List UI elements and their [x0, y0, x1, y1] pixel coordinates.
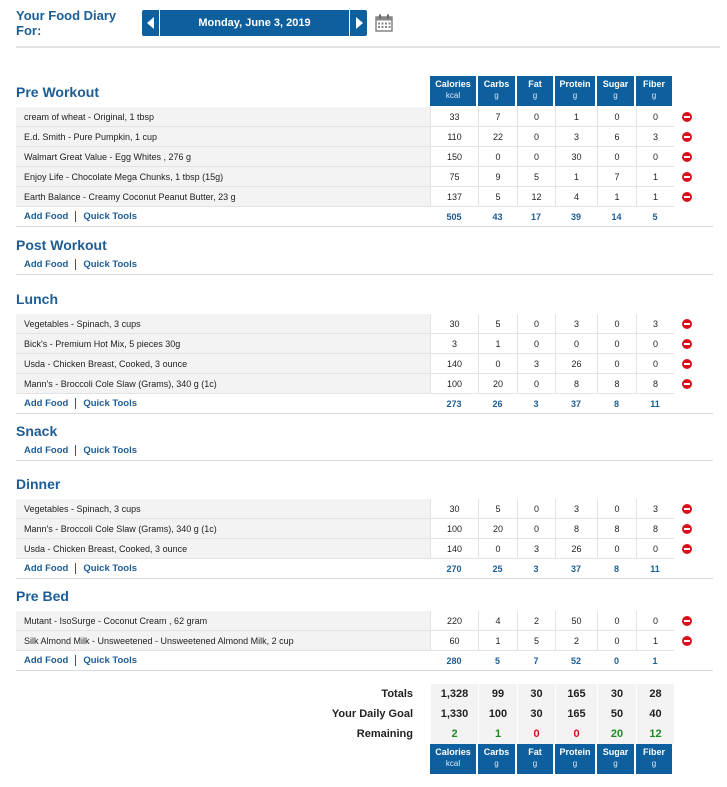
summary-protein: 165 — [555, 704, 597, 724]
food-carbs: 7 — [478, 107, 517, 127]
meal-title-dinner: Dinner — [16, 476, 61, 492]
column-header-carbs — [478, 744, 517, 774]
meal-total-calories: 280 — [446, 655, 462, 666]
quick-tools-link[interactable]: Quick Tools — [83, 563, 137, 574]
column-header-fiber — [636, 76, 674, 106]
food-protein: 2 — [555, 631, 597, 651]
food-name[interactable]: Vegetables - Spinach, 3 cups — [16, 499, 430, 519]
food-fiber: 3 — [636, 314, 674, 334]
summary-fat: 30 — [517, 704, 555, 724]
link-separator — [75, 398, 76, 409]
food-sugar: 0 — [597, 354, 636, 374]
food-calories: 75 — [430, 167, 478, 187]
column-header-calories — [430, 744, 478, 774]
add-food-link[interactable]: Add Food — [24, 445, 69, 456]
meal-title-post-workout: Post Workout — [16, 237, 107, 253]
food-name[interactable]: Usda - Chicken Breast, Cooked, 3 ounce — [16, 539, 430, 559]
meal-title-pre-bed: Pre Bed — [16, 588, 69, 604]
food-sugar: 0 — [597, 147, 636, 167]
column-header-unit: g — [572, 759, 578, 768]
summary-protein: 0 — [555, 724, 597, 744]
food-row — [16, 499, 727, 519]
food-name[interactable]: Vegetables - Spinach, 3 cups — [16, 314, 430, 334]
food-sugar: 0 — [597, 631, 636, 651]
summary-row-remaining — [16, 724, 674, 744]
food-row — [16, 314, 727, 334]
food-name[interactable]: Mutant - IsoSurge - Coconut Cream , 62 gram — [16, 611, 430, 631]
food-fat: 0 — [517, 107, 555, 127]
food-fat: 3 — [517, 354, 555, 374]
remove-icon — [682, 504, 692, 514]
add-food-link[interactable]: Add Food — [24, 259, 69, 270]
column-header-name: Fiber — [642, 747, 665, 757]
meal-links — [16, 655, 430, 666]
remove-icon — [682, 112, 692, 122]
quick-tools-link[interactable]: Quick Tools — [83, 445, 137, 456]
delete-food-button[interactable] — [674, 107, 700, 127]
column-header-protein — [555, 744, 597, 774]
delete-food-button[interactable] — [674, 611, 700, 631]
meal-actions-snack — [16, 441, 713, 461]
add-food-link[interactable]: Add Food — [24, 211, 69, 222]
column-header-name: Fiber — [642, 79, 665, 89]
food-protein: 1 — [555, 167, 597, 187]
remove-icon — [682, 616, 692, 626]
food-protein: 8 — [555, 374, 597, 394]
date-navigator — [142, 10, 367, 36]
food-calories: 100 — [430, 374, 478, 394]
food-name[interactable]: Bick's - Premium Hot Mix, 5 pieces 30g — [16, 334, 430, 354]
food-row — [16, 187, 727, 207]
food-calories: 30 — [430, 499, 478, 519]
column-header-unit: g — [532, 759, 538, 768]
column-header-fat — [517, 744, 555, 774]
food-fiber: 1 — [636, 187, 674, 207]
food-row — [16, 334, 727, 354]
meal-total-sugar: 8 — [613, 398, 619, 409]
meal-total-calories: 270 — [446, 563, 462, 574]
food-fat: 0 — [517, 147, 555, 167]
remove-icon — [682, 192, 692, 202]
food-calories: 3 — [430, 334, 478, 354]
food-protein: 1 — [555, 107, 597, 127]
summary-carbs: 99 — [478, 684, 517, 704]
food-carbs: 5 — [478, 499, 517, 519]
food-fiber: 1 — [636, 167, 674, 187]
column-header-fat — [517, 76, 555, 106]
meal-actions-post-workout — [16, 255, 713, 275]
food-row — [16, 611, 727, 631]
food-fiber: 8 — [636, 374, 674, 394]
meal-total-protein: 52 — [570, 655, 581, 666]
column-header-unit: kcal — [445, 91, 461, 100]
food-fiber: 0 — [636, 354, 674, 374]
meal-total-fat: 3 — [533, 563, 539, 574]
food-protein: 3 — [555, 499, 597, 519]
meal-total-carbs: 25 — [492, 563, 503, 574]
food-fat: 0 — [517, 519, 555, 539]
delete-food-button[interactable] — [674, 187, 700, 207]
meal-total-fat: 3 — [533, 398, 539, 409]
quick-tools-link[interactable]: Quick Tools — [83, 259, 137, 270]
meal-total-protein: 37 — [570, 563, 581, 574]
column-headers — [430, 76, 674, 106]
food-carbs: 5 — [478, 314, 517, 334]
link-separator — [75, 563, 76, 574]
column-header-name: Protein — [559, 79, 591, 89]
remove-icon — [682, 636, 692, 646]
column-header-name: Sugar — [602, 747, 629, 757]
link-separator — [75, 259, 76, 270]
food-fat: 0 — [517, 374, 555, 394]
meal-total-calories: 505 — [446, 211, 462, 222]
food-fat: 5 — [517, 167, 555, 187]
column-header-unit: g — [532, 91, 538, 100]
delete-food-button[interactable] — [674, 631, 700, 651]
meal-total-sugar: 8 — [613, 563, 619, 574]
summary-sugar: 30 — [597, 684, 636, 704]
food-fiber: 0 — [636, 539, 674, 559]
food-row — [16, 107, 727, 127]
meal-total-fiber: 11 — [650, 398, 660, 409]
header-divider — [16, 46, 720, 48]
food-carbs: 5 — [478, 187, 517, 207]
column-header-name: Protein — [559, 747, 591, 757]
remove-icon — [682, 524, 692, 534]
column-header-name: Carbs — [483, 747, 510, 757]
summary-row-your-daily-goal — [16, 704, 674, 724]
food-sugar: 0 — [597, 539, 636, 559]
food-name[interactable]: Earth Balance - Creamy Coconut Peanut Butter, 23 g — [16, 187, 430, 207]
quick-tools-link[interactable]: Quick Tools — [83, 211, 137, 222]
remove-icon — [682, 339, 692, 349]
delete-food-button[interactable] — [674, 127, 700, 147]
food-carbs: 20 — [478, 519, 517, 539]
delete-food-button[interactable] — [674, 334, 700, 354]
diary-header — [16, 9, 393, 37]
food-carbs: 0 — [478, 147, 517, 167]
food-sugar: 0 — [597, 334, 636, 354]
meal-title-pre-workout: Pre Workout — [16, 84, 99, 100]
food-protein: 50 — [555, 611, 597, 631]
food-row — [16, 127, 727, 147]
meal-total-carbs: 26 — [492, 398, 503, 409]
column-header-unit: g — [613, 91, 618, 100]
summary-label: Remaining — [356, 728, 413, 740]
meal-total-fat: 7 — [533, 655, 539, 666]
food-protein: 3 — [555, 314, 597, 334]
summary-protein: 165 — [555, 684, 597, 704]
column-header-protein — [555, 76, 597, 106]
previous-day-button[interactable] — [142, 10, 160, 36]
food-calories: 150 — [430, 147, 478, 167]
add-food-link[interactable]: Add Food — [24, 563, 69, 574]
meal-total-sugar: 0 — [613, 655, 619, 666]
remove-icon — [682, 379, 692, 389]
remove-icon — [682, 172, 692, 182]
remove-icon — [682, 152, 692, 162]
meal-links — [16, 563, 430, 574]
column-header-name: Fat — [528, 79, 542, 89]
food-fat: 2 — [517, 611, 555, 631]
food-calories: 140 — [430, 539, 478, 559]
meal-links — [16, 259, 430, 270]
summary-fiber: 40 — [636, 704, 674, 724]
remove-icon — [682, 359, 692, 369]
food-fiber: 0 — [636, 334, 674, 354]
food-calories: 140 — [430, 354, 478, 374]
summary-fiber: 12 — [636, 724, 674, 744]
meal-total-fiber: 5 — [652, 211, 658, 222]
food-sugar: 0 — [597, 107, 636, 127]
food-fat: 0 — [517, 334, 555, 354]
food-protein: 30 — [555, 147, 597, 167]
food-calories: 30 — [430, 314, 478, 334]
column-header-unit: g — [651, 91, 657, 100]
food-fiber: 3 — [636, 127, 674, 147]
food-fat: 3 — [517, 539, 555, 559]
food-row — [16, 631, 727, 651]
column-header-name: Fat — [528, 747, 542, 757]
food-row — [16, 519, 727, 539]
column-header-name: Sugar — [602, 79, 629, 89]
food-protein: 8 — [555, 519, 597, 539]
column-header-fiber — [636, 744, 674, 774]
food-fat: 0 — [517, 314, 555, 334]
food-name[interactable]: Walmart Great Value - Egg Whites , 276 g — [16, 147, 430, 167]
column-header-unit: g — [494, 759, 499, 768]
delete-food-button[interactable] — [674, 147, 700, 167]
food-sugar: 0 — [597, 499, 636, 519]
quick-tools-link[interactable]: Quick Tools — [83, 655, 137, 666]
food-carbs: 9 — [478, 167, 517, 187]
food-row — [16, 354, 727, 374]
food-row — [16, 539, 727, 559]
column-header-unit: kcal — [445, 759, 461, 768]
column-header-sugar — [597, 744, 636, 774]
column-header-unit: g — [572, 91, 578, 100]
food-fat: 0 — [517, 499, 555, 519]
food-calories: 110 — [430, 127, 478, 147]
meal-total-carbs: 5 — [494, 655, 500, 666]
meal-title-snack: Snack — [16, 423, 58, 439]
meal-total-protein: 37 — [570, 398, 581, 409]
food-protein: 3 — [555, 127, 597, 147]
column-header-name: Carbs — [483, 79, 510, 89]
food-protein: 26 — [555, 354, 597, 374]
summary-carbs: 100 — [478, 704, 517, 724]
meal-total-calories: 273 — [446, 398, 462, 409]
delete-food-button[interactable] — [674, 314, 700, 334]
food-carbs: 0 — [478, 354, 517, 374]
food-fat: 12 — [517, 187, 555, 207]
summary-fiber: 28 — [636, 684, 674, 704]
meal-total-fiber: 1 — [652, 655, 658, 666]
food-sugar: 8 — [597, 374, 636, 394]
summary-fat: 0 — [517, 724, 555, 744]
food-calories: 137 — [430, 187, 478, 207]
delete-food-button[interactable] — [674, 167, 700, 187]
food-sugar: 0 — [597, 314, 636, 334]
meal-actions-pre-bed — [16, 651, 713, 671]
delete-food-button[interactable] — [674, 519, 700, 539]
summary-carbs: 1 — [478, 724, 517, 744]
food-carbs: 1 — [478, 631, 517, 651]
summary-sugar: 50 — [597, 704, 636, 724]
food-protein: 26 — [555, 539, 597, 559]
food-carbs: 0 — [478, 539, 517, 559]
meal-total-protein: 39 — [570, 211, 581, 222]
food-row — [16, 147, 727, 167]
food-fat: 5 — [517, 631, 555, 651]
food-fiber: 3 — [636, 499, 674, 519]
food-sugar: 7 — [597, 167, 636, 187]
food-carbs: 22 — [478, 127, 517, 147]
food-carbs: 20 — [478, 374, 517, 394]
link-separator — [75, 211, 76, 222]
meal-links — [16, 445, 430, 456]
meal-actions-lunch — [16, 394, 713, 414]
delete-food-button[interactable] — [674, 354, 700, 374]
food-calories: 33 — [430, 107, 478, 127]
column-header-name: Calories — [435, 79, 471, 89]
food-name[interactable]: cream of wheat - Original, 1 tbsp — [16, 107, 430, 127]
delete-food-button[interactable] — [674, 499, 700, 519]
summary-sugar: 20 — [597, 724, 636, 744]
meal-total-fat: 17 — [530, 211, 541, 222]
food-fiber: 0 — [636, 611, 674, 631]
column-header-carbs — [478, 76, 517, 106]
food-calories: 60 — [430, 631, 478, 651]
column-headers-footer — [430, 744, 674, 774]
column-header-sugar — [597, 76, 636, 106]
food-protein: 0 — [555, 334, 597, 354]
food-name[interactable]: Mann's - Broccoli Cole Slaw (Grams), 340 g (1c) — [16, 374, 430, 394]
calendar-icon[interactable] — [375, 14, 393, 32]
food-sugar: 8 — [597, 519, 636, 539]
food-sugar: 0 — [597, 611, 636, 631]
meal-total-sugar: 14 — [611, 211, 622, 222]
meal-links — [16, 211, 430, 222]
food-fiber: 1 — [636, 631, 674, 651]
food-sugar: 1 — [597, 187, 636, 207]
food-row — [16, 167, 727, 187]
food-carbs: 4 — [478, 611, 517, 631]
diary-label: Your Food Diary For: — [16, 8, 117, 38]
chevron-right-icon — [355, 17, 363, 29]
column-header-unit: g — [494, 91, 499, 100]
food-protein: 4 — [555, 187, 597, 207]
food-sugar: 6 — [597, 127, 636, 147]
remove-icon — [682, 319, 692, 329]
food-name[interactable]: Silk Almond Milk - Unsweetened - Unsweetened Almond Milk, 2 cup — [16, 631, 430, 651]
food-name[interactable]: Mann's - Broccoli Cole Slaw (Grams), 340 g (1c) — [16, 519, 430, 539]
summary-calories: 2 — [430, 724, 478, 744]
delete-food-button[interactable] — [674, 539, 700, 559]
add-food-link[interactable]: Add Food — [24, 655, 69, 666]
add-food-link[interactable]: Add Food — [24, 398, 69, 409]
quick-tools-link[interactable]: Quick Tools — [83, 398, 137, 409]
meal-total-fiber: 11 — [650, 563, 660, 574]
food-row — [16, 374, 727, 394]
food-name[interactable]: Enjoy Life - Chocolate Mega Chunks, 1 tbsp (15g) — [16, 167, 430, 187]
next-day-button[interactable] — [349, 10, 367, 36]
summary-label: Your Daily Goal — [331, 708, 413, 720]
food-fiber: 8 — [636, 519, 674, 539]
summary-calories: 1,328 — [430, 684, 478, 704]
column-header-unit: g — [651, 759, 657, 768]
column-header-unit: g — [613, 759, 618, 768]
food-name[interactable]: E.d. Smith - Pure Pumpkin, 1 cup — [16, 127, 430, 147]
meal-links — [16, 398, 430, 409]
summary-fat: 30 — [517, 684, 555, 704]
food-calories: 220 — [430, 611, 478, 631]
meal-title-lunch: Lunch — [16, 291, 58, 307]
food-name[interactable]: Usda - Chicken Breast, Cooked, 3 ounce — [16, 354, 430, 374]
summary-calories: 1,330 — [430, 704, 478, 724]
food-fiber: 0 — [636, 147, 674, 167]
food-calories: 100 — [430, 519, 478, 539]
link-separator — [75, 655, 76, 666]
current-date: Monday, June 3, 2019 — [160, 10, 349, 36]
remove-icon — [682, 544, 692, 554]
column-header-name: Calories — [435, 747, 471, 757]
chevron-left-icon — [147, 17, 155, 29]
summary-label: Totals — [381, 688, 413, 700]
food-fat: 0 — [517, 127, 555, 147]
food-fiber: 0 — [636, 107, 674, 127]
remove-icon — [682, 132, 692, 142]
meal-actions-dinner — [16, 559, 713, 579]
column-header-calories — [430, 76, 478, 106]
food-carbs: 1 — [478, 334, 517, 354]
delete-food-button[interactable] — [674, 374, 700, 394]
meal-actions-pre-workout — [16, 207, 713, 227]
link-separator — [75, 445, 76, 456]
meal-total-carbs: 43 — [492, 211, 503, 222]
summary-row-totals — [16, 684, 674, 704]
